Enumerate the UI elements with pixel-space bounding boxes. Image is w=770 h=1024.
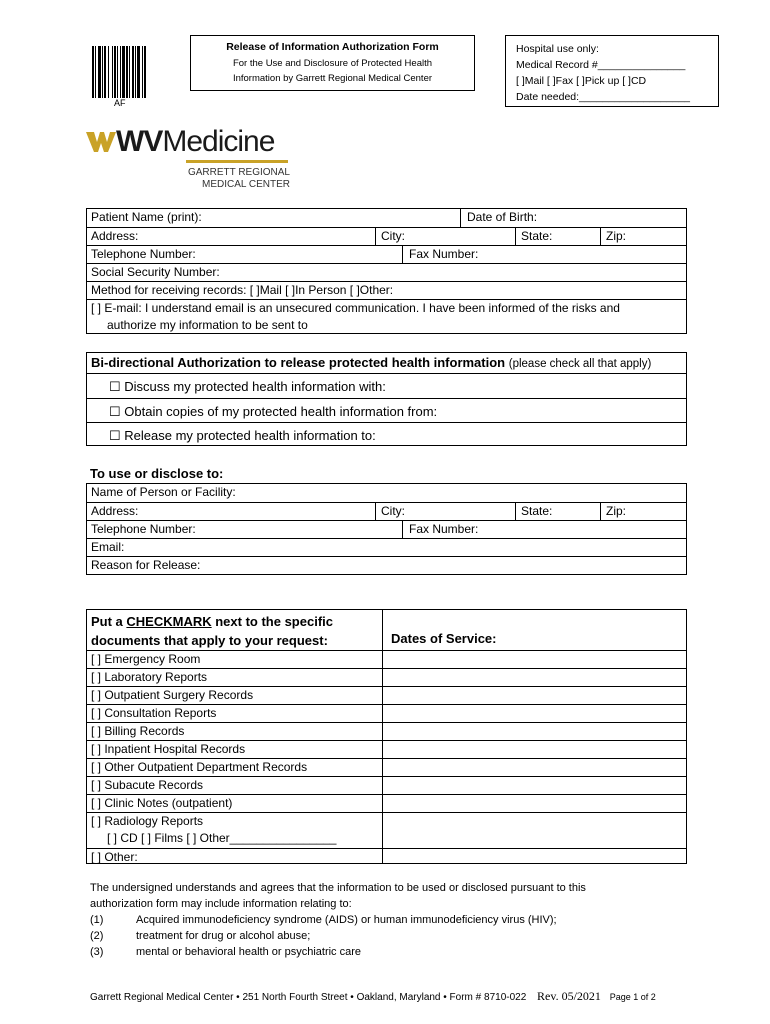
document-row [87, 848, 686, 866]
statement-item [90, 912, 586, 928]
document-row [87, 758, 686, 776]
logo-sub-line2: MEDICAL CENTER [202, 179, 290, 190]
dob-field[interactable]: Date of Birth: [467, 210, 538, 224]
statement-item-number: (2) [90, 930, 104, 942]
document-row [87, 812, 686, 848]
logo-wv-text: WV [116, 125, 163, 158]
recipient-telephone-field[interactable]: Telephone Number: [91, 522, 196, 536]
table-row [87, 422, 686, 446]
flying-wv-icon [86, 130, 116, 154]
recipient-address-field[interactable]: Address: [91, 504, 139, 518]
table-row [87, 263, 686, 281]
table-row [87, 227, 686, 245]
state-field[interactable]: State: [521, 229, 553, 243]
hospital-use-box [505, 35, 719, 107]
documents-header [91, 612, 333, 650]
recipient-name-field[interactable]: Name of Person or Facility: [91, 485, 236, 499]
bidirectional-title-text: Bi-directional Authorization to release protected health information [91, 355, 506, 370]
checkmark-word: CHECKMARK [126, 614, 212, 629]
document-checkbox-item[interactable]: [ ] Inpatient Hospital Records [91, 742, 246, 756]
option-discuss[interactable]: ☐ Discuss my protected health information with: [109, 379, 386, 394]
table-row [87, 373, 686, 398]
table-row [87, 520, 686, 538]
form-subtitle-line1: For the Use and Disclosure of Protected Health [232, 58, 433, 69]
patient-name-field[interactable]: Patient Name (print): [91, 210, 202, 224]
recipient-email-field[interactable]: Email: [91, 540, 125, 554]
statement-item-text: mental or behavioral health or psychiatric care [136, 946, 362, 958]
footer-revision: Rev. 05/2021 [537, 989, 601, 1003]
option-obtain[interactable]: ☐ Obtain copies of my protected health information from: [109, 404, 438, 419]
disclose-title: To use or disclose to: [90, 466, 224, 481]
disclose-table [86, 483, 687, 575]
document-row [87, 704, 686, 722]
recipient-zip-field[interactable]: Zip: [606, 504, 627, 518]
barcode [92, 46, 158, 98]
form-title: Release of Information Authorization Form [226, 41, 439, 53]
date-of-service-cell[interactable] [383, 813, 686, 848]
date-of-service-cell[interactable] [383, 705, 686, 722]
radiology-sub-options[interactable]: [ ] CD [ ] Films [ ] Other________________ [107, 831, 337, 845]
table-row [87, 398, 686, 422]
date-of-service-cell[interactable] [383, 687, 686, 704]
date-needed-field[interactable]: Date needed:___________________ [516, 91, 691, 103]
footer-address: Garrett Regional Medical Center • 251 North Fourth Street • Oakland, Maryland • Form # 8710-022 [90, 992, 527, 1003]
date-of-service-cell[interactable] [383, 777, 686, 794]
document-checkbox-item[interactable]: [ ] Radiology Reports [91, 814, 204, 828]
logo-subtitle [186, 167, 290, 191]
table-row [87, 245, 686, 263]
table-row [87, 538, 686, 556]
document-checkbox-item[interactable]: [ ] Other Outpatient Department Records [91, 760, 308, 774]
date-of-service-cell[interactable] [383, 741, 686, 758]
document-checkbox-item[interactable]: [ ] Laboratory Reports [91, 670, 208, 684]
statement-item-number: (1) [90, 914, 104, 926]
logo-underline [186, 160, 288, 163]
statement-line2: authorization form may include information relating to: [90, 898, 352, 910]
table-row [87, 502, 686, 520]
documents-table [86, 609, 687, 864]
document-checkbox-item[interactable]: [ ] Subacute Records [91, 778, 204, 792]
fax-field[interactable]: Fax Number: [409, 247, 479, 261]
address-field[interactable]: Address: [91, 229, 139, 243]
date-of-service-cell[interactable] [383, 651, 686, 668]
email-consent-line1[interactable]: [ ] E-mail: I understand email is an unsecured communication. I have been informed of the risks and [91, 301, 620, 315]
recipient-fax-field[interactable]: Fax Number: [409, 522, 479, 536]
table-row [87, 281, 686, 299]
statement-line1: The undersigned understands and agrees that the information to be used or disclosed pursuant to this [90, 882, 586, 894]
document-checkbox-item[interactable]: [ ] Consultation Reports [91, 706, 217, 720]
footer [90, 989, 656, 1004]
zip-field[interactable]: Zip: [606, 229, 627, 243]
recipient-state-field[interactable]: State: [521, 504, 553, 518]
wvu-medicine-logo [86, 125, 274, 159]
ssn-field[interactable]: Social Security Number: [91, 265, 220, 279]
email-consent-line2: authorize my information to be sent to [107, 318, 308, 332]
recipient-city-field[interactable]: City: [381, 504, 405, 518]
bidirectional-table [86, 352, 687, 446]
footer-page-number: Page 1 of 2 [609, 992, 656, 1002]
city-field[interactable]: City: [381, 229, 405, 243]
table-row [87, 353, 686, 373]
document-checkbox-item[interactable]: [ ] Clinic Notes (outpatient) [91, 796, 233, 810]
bidirectional-title [87, 355, 651, 370]
document-row [87, 668, 686, 686]
dates-of-service-header: Dates of Service: [391, 631, 497, 646]
document-checkbox-item[interactable]: [ ] Emergency Room [91, 652, 201, 666]
option-release[interactable]: ☐ Release my protected health information to: [109, 428, 376, 443]
statement-item-text: Acquired immunodeficiency syndrome (AIDS) or human immunodeficiency virus (HIV); [136, 914, 557, 926]
reason-field[interactable]: Reason for Release: [91, 558, 201, 572]
table-row [87, 484, 686, 502]
medical-record-field[interactable]: Medical Record #_______________ [516, 59, 686, 71]
date-of-service-cell[interactable] [383, 759, 686, 776]
table-row [87, 299, 686, 334]
barcode-label: AF [114, 98, 126, 108]
delivery-options[interactable]: [ ]Mail [ ]Fax [ ]Pick up [ ]CD [516, 75, 647, 87]
document-checkbox-item[interactable]: [ ] Billing Records [91, 724, 185, 738]
document-row [87, 740, 686, 758]
logo-medicine-text: Medicine [162, 125, 275, 158]
telephone-field[interactable]: Telephone Number: [91, 247, 196, 261]
date-of-service-cell[interactable] [383, 795, 686, 812]
date-of-service-cell[interactable] [383, 669, 686, 686]
documents-header-line2: documents that apply to your request: [91, 633, 328, 648]
logo-sub-line1: GARRETT REGIONAL [187, 167, 290, 178]
statement-item [90, 928, 586, 944]
document-row [87, 776, 686, 794]
disclosure-statement [90, 880, 586, 960]
table-row [87, 209, 686, 227]
statement-item [90, 944, 586, 960]
document-row [87, 650, 686, 668]
table-row [87, 556, 686, 575]
hospital-use-heading: Hospital use only: [516, 43, 599, 55]
document-row [87, 722, 686, 740]
document-other-item[interactable]: [ ] Other: [91, 850, 138, 864]
documents-header-line1: Put a CHECKMARK next to the specific [91, 614, 333, 629]
form-subtitle-line2: Information by Garrett Regional Medical Center [232, 73, 433, 84]
receiving-method-field[interactable]: Method for receiving records: [ ]Mail [ ]In Person [ ]Other: [91, 283, 394, 297]
document-checkbox-item[interactable]: [ ] Outpatient Surgery Records [91, 688, 254, 702]
statement-item-text: treatment for drug or alcohol abuse; [136, 930, 311, 942]
bidirectional-note: (please check all that apply) [508, 358, 652, 370]
document-row [87, 686, 686, 704]
date-of-service-cell[interactable] [383, 723, 686, 740]
statement-item-number: (3) [90, 946, 104, 958]
form-title-box [190, 35, 475, 91]
document-row [87, 794, 686, 812]
patient-info-table [86, 208, 687, 334]
